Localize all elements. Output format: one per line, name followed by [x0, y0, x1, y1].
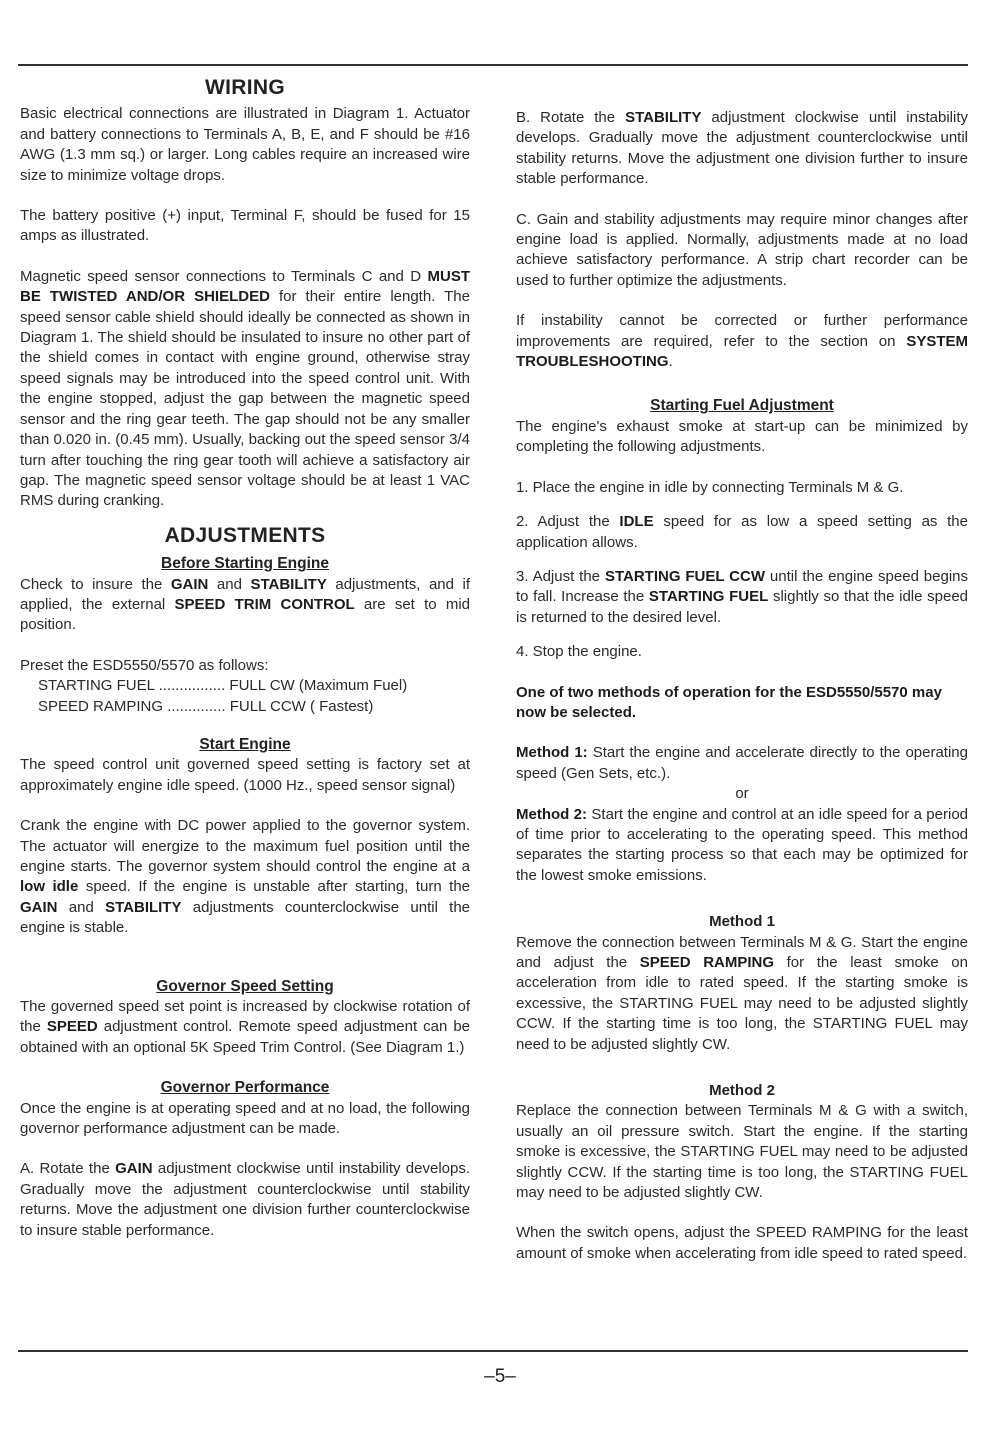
- preset-intro: Preset the ESD5550/5570 as follows:: [20, 656, 269, 674]
- method1-t1: Remove the connection between Terminals M & G. Start the engine and adjust the: [516, 933, 968, 971]
- m2-label: Method 2:: [516, 805, 588, 823]
- method-1-heading: Method 1: [709, 913, 775, 931]
- before-t3: are set to mid position.: [20, 595, 470, 634]
- twisted-shielded-warning: MUST BE TWISTED AND/OR SHIELDED: [20, 267, 471, 306]
- se-gain: GAIN: [20, 898, 58, 916]
- wiring-p3-start: Magnetic speed sensor connections to Terminals C and D: [20, 267, 422, 285]
- start-engine-heading: Start Engine: [199, 735, 291, 753]
- s3-t2: until the engine speed begins to fall. Increase the: [516, 567, 969, 606]
- before-t2: adjustments, and if applied, the external: [20, 575, 470, 613]
- method-1-paragraph: [516, 933, 968, 1055]
- se-low-idle: low idle: [20, 878, 79, 896]
- before-starting-text: [20, 575, 470, 636]
- step-b-paragraph: [516, 108, 968, 190]
- bottom-rule: [18, 1350, 968, 1352]
- starting-fuel-step-2: [516, 512, 968, 553]
- m2-text: Start the engine and control at an idle speed for a period of time prior to accelerating to the operating speed. This method separates the starting process so that each may be optimized for the lowest smoke emissions.: [516, 805, 969, 884]
- b-t1: B. Rotate the: [516, 109, 616, 126]
- before-t1: Check to insure the: [20, 575, 163, 593]
- system-troubleshooting: SYSTEM TROUBLESHOOTING: [516, 332, 968, 371]
- d-period: .: [668, 353, 673, 371]
- s2-t1: 2. Adjust the: [516, 513, 610, 531]
- wiring-paragraph-1: Basic electrical connections are illustrated in Diagram 1. Actuator and battery connections to Terminals A, B, E, and F should be #16 AWG (1.3 mm sq.) or larger. Long cables require an increased wire size to minimize voltage drops.: [20, 105, 470, 184]
- a-t1: A. Rotate the: [20, 1160, 110, 1178]
- starting-fuel-step-1: 1. Place the engine in idle by connecting Terminals M & G.: [516, 478, 904, 496]
- left-column: [20, 78, 470, 1241]
- se-p2a: Crank the engine with DC power applied to the governor system. The actuator will energize to the maximum fuel position until the engine starts. The governor system should control the engine at a: [20, 817, 470, 875]
- right-column: [516, 108, 968, 1264]
- se-p2g: adjustments counterclockwise until the engine is stable.: [20, 898, 471, 937]
- method1-t2: for the least smoke on acceleration from idle to rated speed. If the starting smoke is excessive, the STARTING FUEL may need to be adjusted slightly CCW. If the starting time is too long, the STARTING FUEL may need to be adjusted slightly CW.: [516, 954, 968, 1053]
- d-t1: If instability cannot be corrected or further performance improvements are required, refer to the section on: [516, 312, 968, 350]
- wiring-paragraph-2: The battery positive (+) input, Terminal F, should be fused for 15 amps as illustrated.: [20, 207, 470, 245]
- starting-fuel-intro: The engine's exhaust smoke at start-up can be minimized by completing the following adjustments.: [516, 417, 968, 456]
- start-engine-paragraph-1: The speed control unit governed speed setting is factory set at approximately engine idle speed. (1000 Hz., speed sensor signal): [20, 756, 470, 794]
- m1-label: Method 1:: [516, 744, 588, 762]
- top-rule: [18, 64, 968, 66]
- method-1-summary: [516, 743, 968, 784]
- method-2-summary: [516, 805, 968, 887]
- before-speed-trim: SPEED TRIM CONTROL: [174, 595, 355, 613]
- step-a-paragraph: [20, 1159, 470, 1241]
- a-t2: adjustment clockwise until instability develops. Gradually move the adjustment counterclockwise until stability returns. Move the adjustment one division further counterclockwise to insure stable performance.: [20, 1160, 471, 1239]
- start-engine-paragraph-2: [20, 816, 470, 938]
- b-t2: adjustment clockwise until instability develops. Gradually move the adjustment counterclockwise until stability returns. Move the adjustment one division further to insure stable performance.: [516, 109, 968, 188]
- governor-speed-text: [20, 997, 470, 1058]
- governor-performance-intro: Once the engine is at operating speed and at no load, the following governor performance adjustment can be made.: [20, 1099, 470, 1138]
- or-separator: or: [735, 785, 749, 803]
- wiring-p3-rest: for their entire length. The speed sensor cable shield should ideally be connected as shown in Diagram 1. The shield should be insulated to insure no other part of the shield comes in contact with engine ground, otherwise stray speed signals may be introduced into the speed control unit. With the engine stopped, adjust the gap between the magnetic speed sensor and the ring gear teeth. The gap should not be any smaller than 0.020 in. (0.45 mm). Usually, backing out the speed sensor 3/4 turn after touching the ring gear tooth will achieve a satisfactory air gap. The magnetic speed sensor voltage should be at least 1 VAC RMS during cranking.: [20, 288, 470, 510]
- method-selection-note: One of two methods of operation for the ESD5550/5570 may now be selected.: [516, 683, 942, 721]
- method-2-paragraph-2: When the switch opens, adjust the SPEED RAMPING for the least amount of smoke when accelerating from idle speed to rated speed.: [516, 1224, 968, 1262]
- before-stability: STABILITY: [250, 575, 327, 593]
- s3-t3: slightly so that the idle speed is returned to the desired level.: [516, 588, 969, 626]
- before-and: and: [216, 575, 242, 593]
- s3-starting-fuel-ccw: STARTING FUEL CCW: [604, 567, 766, 585]
- method-2-paragraph-1: Replace the connection between Terminals M & G with a switch, usually an oil pressure switch. Start the engine. If the starting smoke is excessive, the STARTING FUEL may need to be adjusted slightly CCW. If the starting time is too long, the STARTING FUEL may need to be adjusted slightly CW.: [516, 1102, 968, 1202]
- method-2-heading: Method 2: [709, 1082, 775, 1100]
- s3-starting-fuel: STARTING FUEL: [648, 588, 769, 606]
- se-p2c: speed. If the engine is unstable after starting, turn the: [85, 878, 471, 896]
- b-stability: STABILITY: [625, 109, 702, 126]
- before-starting-heading: Before Starting Engine: [161, 555, 329, 573]
- wiring-title: WIRING: [205, 76, 285, 99]
- preset-line-starting-fuel: STARTING FUEL ................ FULL CW (Maximum Fuel): [38, 677, 408, 695]
- m1-text: Start the engine and accelerate directly to the operating speed (Gen Sets, etc.).: [516, 744, 968, 782]
- before-gain: GAIN: [170, 575, 209, 593]
- starting-fuel-heading: Starting Fuel Adjustment: [650, 397, 834, 415]
- preset-line-speed-ramping: SPEED RAMPING .............. FULL CCW ( Fastest): [38, 697, 374, 715]
- governor-performance-heading: Governor Performance: [160, 1079, 330, 1097]
- step-c-paragraph: C. Gain and stability adjustments may require minor changes after engine load is applied. Normally, adjustments made at no load achieve satisfactory performance. A strip chart recorder can be used to further optimize the adjustments.: [516, 210, 968, 289]
- gs-t1: The governed speed set point is increased by clockwise rotation of the: [20, 998, 470, 1036]
- s2-idle: IDLE: [619, 513, 654, 531]
- wiring-paragraph-3: [20, 267, 470, 512]
- starting-fuel-step-3: [516, 567, 968, 628]
- gs-t2: adjustment control. Remote speed adjustment can be obtained with an optional 5K Speed Trim Control. (See Diagram 1.): [20, 1018, 471, 1056]
- s3-t1: 3. Adjust the: [516, 567, 601, 585]
- troubleshooting-paragraph: [516, 311, 968, 372]
- page-number: –5–: [484, 1366, 516, 1387]
- starting-fuel-step-4: 4. Stop the engine.: [516, 643, 642, 661]
- s2-t2: speed for as low a speed setting as the application allows.: [516, 513, 968, 551]
- governor-speed-heading: Governor Speed Setting: [156, 977, 334, 995]
- se-stability: STABILITY: [105, 898, 182, 916]
- adjustments-title: ADJUSTMENTS: [164, 523, 326, 547]
- gs-speed: SPEED: [46, 1018, 98, 1036]
- a-gain: GAIN: [115, 1160, 153, 1178]
- se-and: and: [68, 898, 94, 916]
- method1-speed-ramping: SPEED RAMPING: [639, 954, 775, 971]
